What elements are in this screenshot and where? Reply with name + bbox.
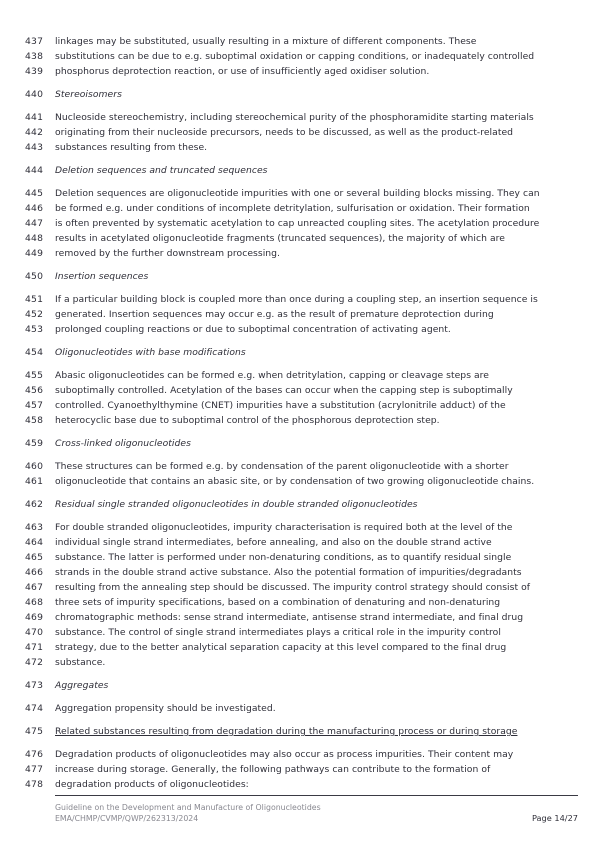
line-text: Stereoisomers [55,89,122,100]
paragraph-block [25,34,607,79]
line-number: 466 [25,567,44,578]
text-line [25,580,607,595]
footer-row [55,802,578,824]
line-number: 450 [25,271,44,282]
text-line [25,186,607,201]
line-number: 438 [25,51,44,62]
text-line [25,368,607,383]
line-text: strategy, due to the better analytical separation capacity at this level compared to the final drug [55,642,507,653]
text-line [25,747,607,762]
text-line [25,535,607,550]
line-number: 448 [25,233,44,244]
footer-document-info [55,802,321,824]
line-number: 440 [25,89,44,100]
footer-document-title: Guideline on the Development and Manufacture of Oligonucleotides [55,803,321,812]
line-text: generated. Insertion sequences may occur e.g. as the result of premature deprotection during [55,309,494,320]
text-line [25,413,607,428]
line-text: substances resulting from these. [55,142,208,153]
line-text: be formed e.g. under conditions of incomplete detritylation, sulfurisation or oxidation. Their formation [55,203,530,214]
text-line [25,231,607,246]
line-number: 451 [25,294,44,305]
line-number: 444 [25,165,44,176]
line-text: originating from their nucleoside precursors, needs to be discussed, as well as the product-related [55,127,514,138]
line-number: 478 [25,779,44,790]
text-line [25,550,607,565]
text-line [25,64,607,79]
paragraph-block [25,747,607,792]
page-footer [55,795,583,824]
line-number: 470 [25,627,44,638]
paragraph-block [25,520,607,670]
text-line [25,246,607,261]
line-number: 463 [25,522,44,533]
line-number: 464 [25,537,44,548]
text-line [25,163,607,178]
line-number: 474 [25,703,44,714]
line-number: 461 [25,476,44,487]
line-text: Cross-linked oligonucleotides [55,438,191,449]
line-text: For double stranded oligonucleotides, impurity characterisation is required both at the level of the [55,522,513,533]
paragraph-block [25,368,607,428]
section-heading [25,269,607,284]
line-number: 442 [25,127,44,138]
text-line [25,701,607,716]
line-text: substitutions can be due to e.g. suboptimal oxidation or capping conditions, or inadequately controlled [55,51,535,62]
paragraph-block [25,292,607,337]
line-number: 449 [25,248,44,259]
line-number: 439 [25,66,44,77]
line-number: 458 [25,415,44,426]
text-line [25,474,607,489]
line-text: substance. The latter is performed under non-denaturing conditions, as to quantify residual single [55,552,512,563]
line-text: chromatographic methods: sense strand intermediate, antisense strand intermediate, and final drug [55,612,524,623]
text-line [25,49,607,64]
line-number: 460 [25,461,44,472]
line-number: 454 [25,347,44,358]
line-number: 453 [25,324,44,335]
section-heading [25,436,607,451]
line-number: 467 [25,582,44,593]
line-text: removed by the further downstream processing. [55,248,281,259]
text-line [25,520,607,535]
text-line [25,216,607,231]
line-text: These structures can be formed e.g. by condensation of the parent oligonucleotide with a shorter [55,461,509,472]
line-text: Deletion sequences are oligonucleotide impurities with one or several building blocks missing. They can [55,188,540,199]
line-number: 465 [25,552,44,563]
paragraph-block [25,459,607,489]
text-line [25,762,607,777]
text-line [25,201,607,216]
line-number: 468 [25,597,44,608]
section-heading [25,497,607,512]
line-number: 457 [25,400,44,411]
text-line [25,87,607,102]
text-line [25,610,607,625]
line-text: substance. The control of single strand intermediates plays a critical role in the impurity control [55,627,501,638]
line-text: strands in the double strand active substance. Also the potential formation of impurities/degradants [55,567,522,578]
line-number: 473 [25,680,44,691]
line-number: 459 [25,438,44,449]
section-heading [25,345,607,360]
text-line [25,345,607,360]
line-number: 472 [25,657,44,668]
footer-divider [55,795,578,796]
line-number: 475 [25,726,44,737]
line-number: 456 [25,385,44,396]
footer-page-number: Page 14/27 [531,813,578,823]
text-line [25,724,607,739]
line-text: controlled. Cyanoethylthymine (CNET) impurities have a substitution (acrylonitrile adduct) of the [55,400,506,411]
section-heading [25,87,607,102]
line-text: Related substances resulting from degradation during the manufacturing process or during storage [55,726,518,737]
text-line [25,678,607,693]
text-line [25,497,607,512]
line-number: 437 [25,36,44,47]
line-number: 446 [25,203,44,214]
section-heading [25,163,607,178]
footer-document-reference: EMA/CHMP/CVMP/QWP/262313/2024 [55,814,199,823]
line-text: three sets of impurity specifications, based on a combination of denaturing and non-denaturing [55,597,501,608]
text-line [25,269,607,284]
line-text: Insertion sequences [55,271,149,282]
line-text: individual single strand intermediates, before annealing, and also on the double strand active [55,537,492,548]
line-text: Deletion sequences and truncated sequences [55,165,268,176]
text-line [25,655,607,670]
line-text: is often prevented by systematic acetylation to cap unreacted coupling sites. The acetylation procedure [55,218,540,229]
line-text: Residual single stranded oligonucleotides in double stranded oligonucleotides [55,499,418,510]
line-text: degradation products of oligonucleotides: [55,779,249,790]
line-text: If a particular building block is coupled more than once during a coupling step, an insertion sequence is [55,294,538,305]
text-line [25,383,607,398]
line-text: Abasic oligonucleotides can be formed e.g. when detritylation, capping or cleavage steps are [55,370,490,381]
text-line [25,595,607,610]
line-text: oligonucleotide that contains an abasic site, or by condensation of two growing oligonucleotide chains. [55,476,535,487]
line-text: Degradation products of oligonucleotides may also occur as process impurities. Their content may [55,749,514,760]
text-line [25,565,607,580]
line-number: 462 [25,499,44,510]
line-text: Nucleoside stereochemistry, including stereochemical purity of the phosphoramidite starting materials [55,112,534,123]
line-number: 443 [25,142,44,153]
section-heading [25,678,607,693]
text-line [25,110,607,125]
line-number: 476 [25,749,44,760]
line-text: increase during storage. Generally, the following pathways can contribute to the formation of [55,764,491,775]
text-line [25,322,607,337]
paragraph-block [25,701,607,716]
line-text: Aggregation propensity should be investigated. [55,703,276,714]
line-text: linkages may be substituted, usually resulting in a mixture of different components. These [55,36,477,47]
text-line [25,625,607,640]
line-text: resulting from the annealing step should be discussed. The impurity control strategy should consist of [55,582,531,593]
paragraph-block [25,110,607,155]
line-text: substance. [55,657,106,668]
text-line [25,307,607,322]
line-text: suboptimally controlled. Acetylation of the bases can occur when the capping step is suboptimally [55,385,513,396]
line-number: 471 [25,642,44,653]
line-text: Oligonucleotides with base modifications [55,347,246,358]
line-number: 455 [25,370,44,381]
line-number: 445 [25,188,44,199]
text-line [25,777,607,792]
section-heading [25,724,607,739]
text-line [25,125,607,140]
line-text: heterocyclic base due to suboptimal control of the phosphorous deprotection step. [55,415,440,426]
line-text: results in acetylated oligonucleotide fragments (truncated sequences), the majority of which are [55,233,505,244]
text-line [25,292,607,307]
line-number: 477 [25,764,44,775]
text-line [25,436,607,451]
line-number: 469 [25,612,44,623]
line-number: 447 [25,218,44,229]
text-line [25,398,607,413]
line-text: Aggregates [55,680,109,691]
line-number: 441 [25,112,44,123]
text-line [25,140,607,155]
text-line [25,34,607,49]
line-number: 452 [25,309,44,320]
text-line [25,640,607,655]
line-text: prolonged coupling reactions or due to suboptimal concentration of activating agent. [55,324,451,335]
line-text: phosphorus deprotection reaction, or use of insufficiently aged oxidiser solution. [55,66,430,77]
paragraph-block [25,186,607,261]
text-line [25,459,607,474]
